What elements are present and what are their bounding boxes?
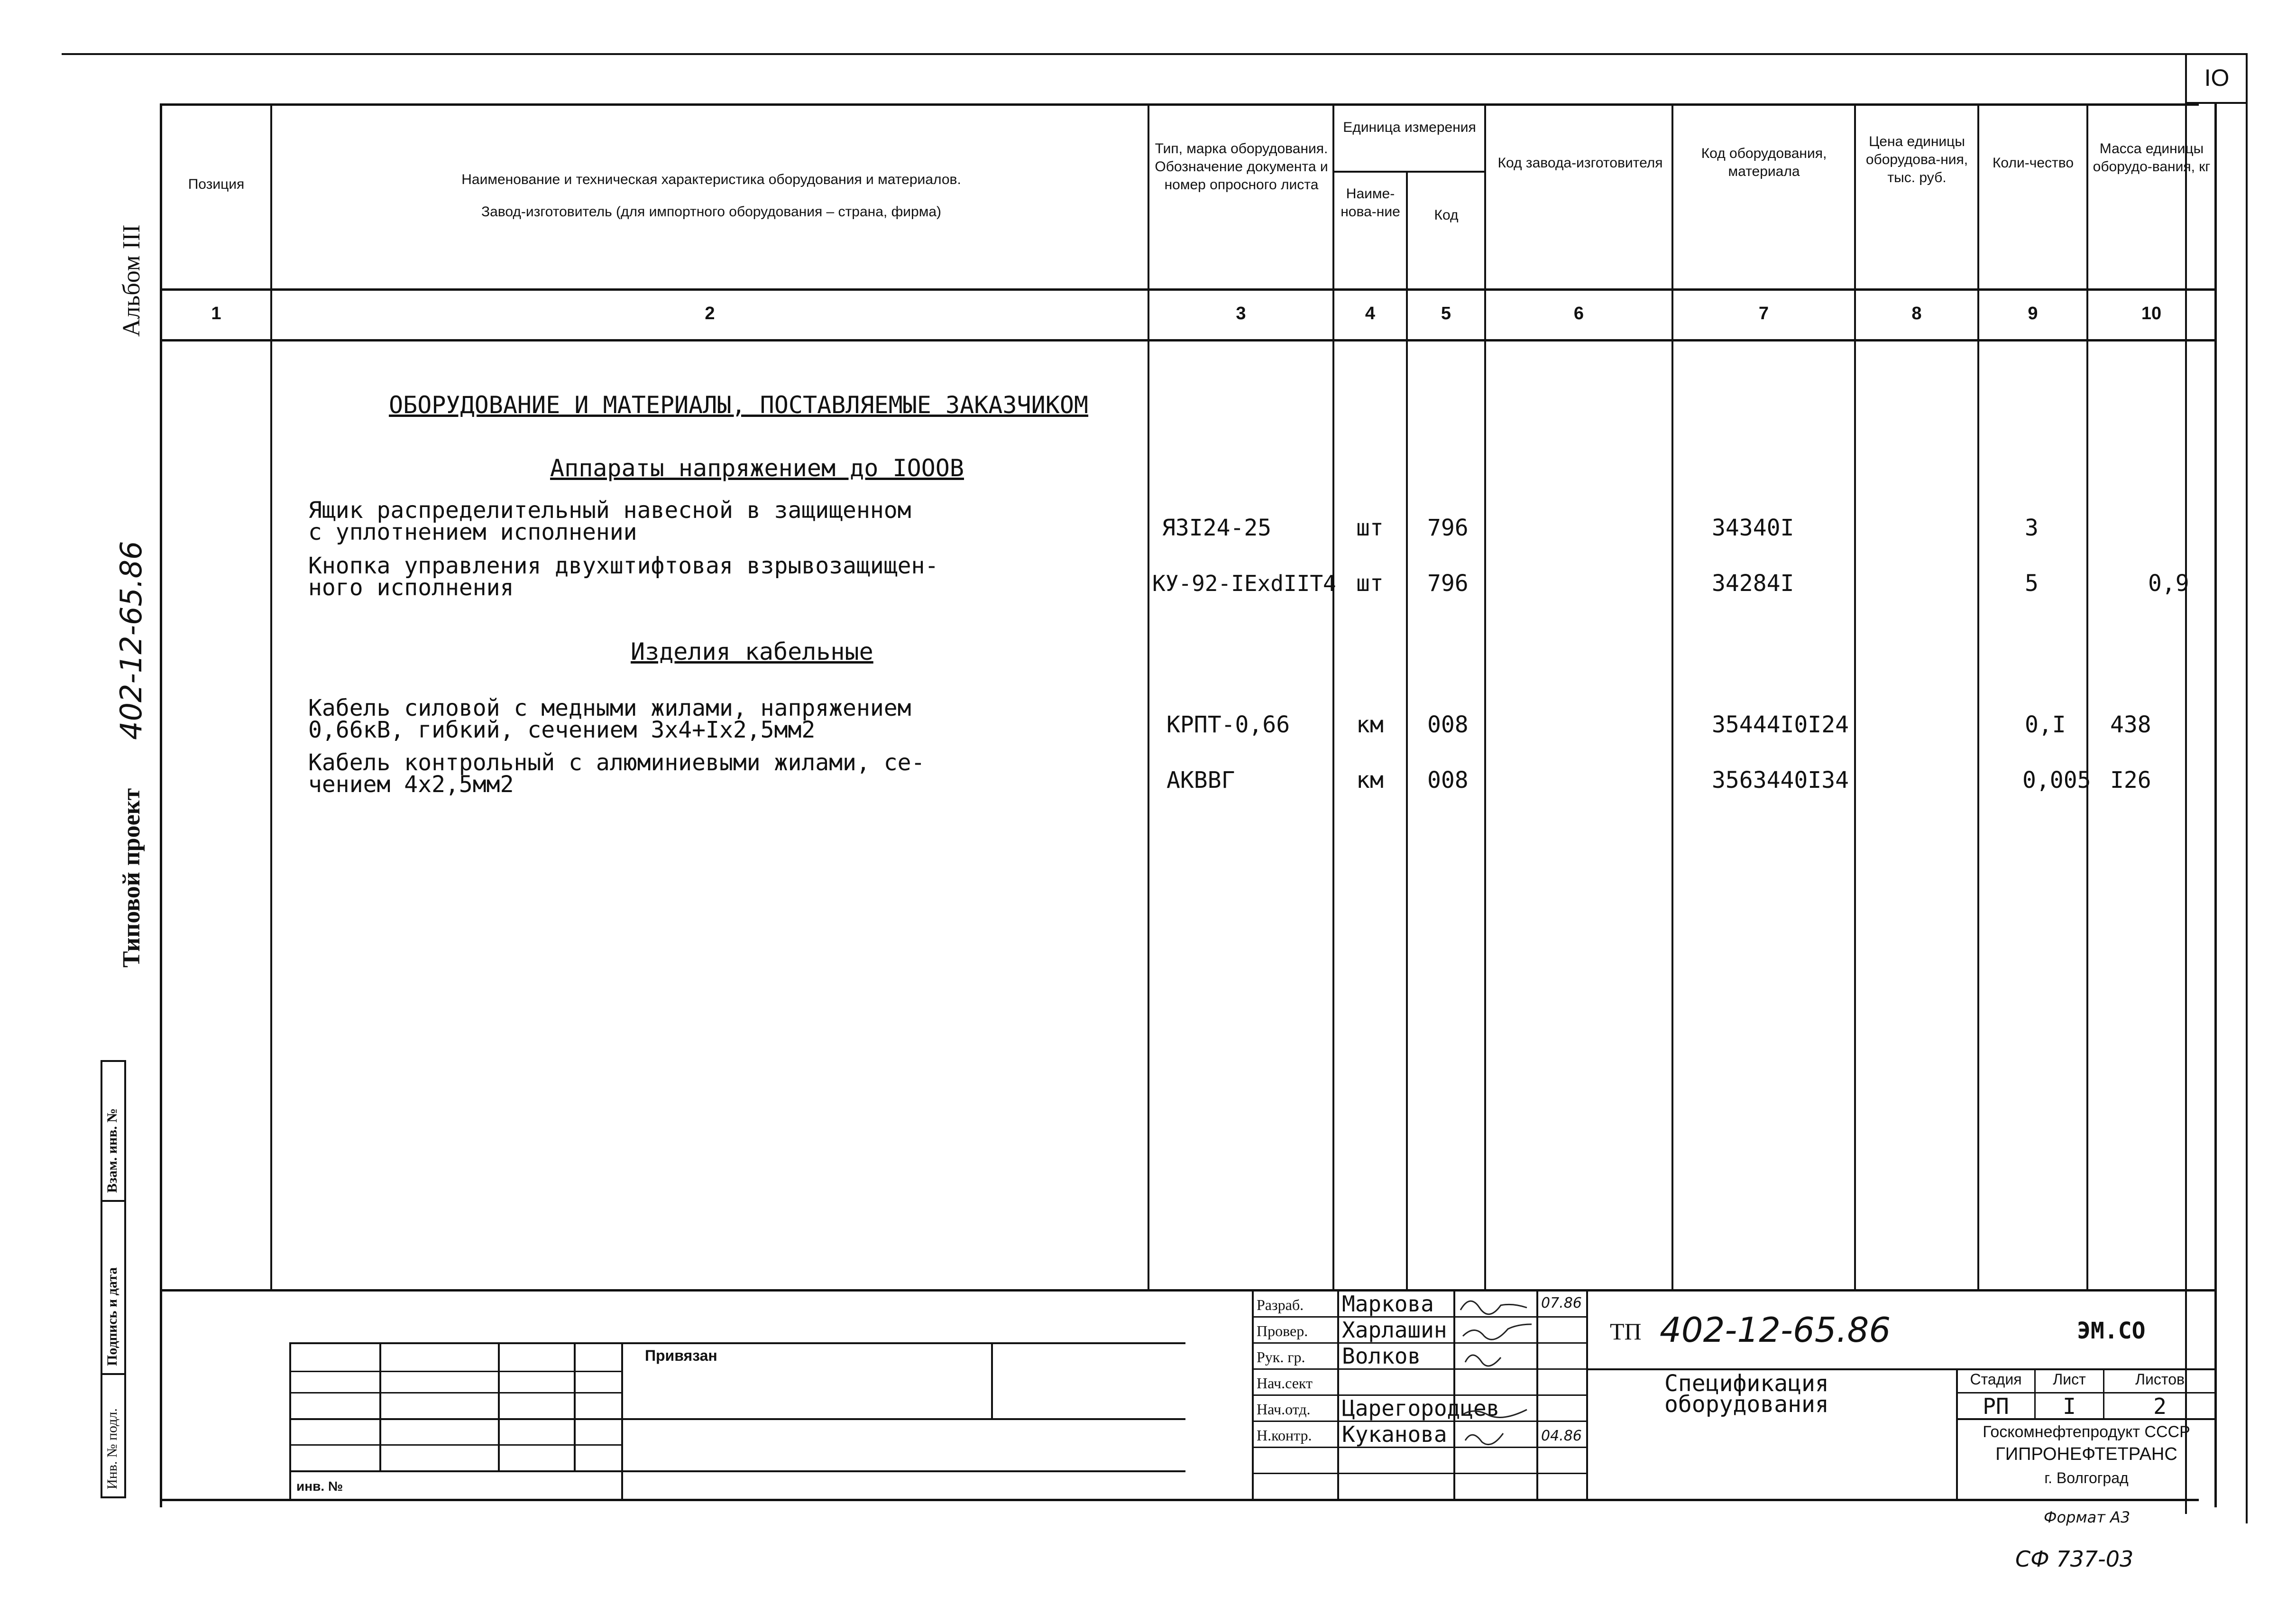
row-1-unit-code: 796 [1427, 515, 1469, 541]
project-number-side: 402-12-65.86 [114, 541, 148, 740]
row-2-code: 34284I [1712, 570, 1794, 597]
role-sector-head: Нач.сект [1257, 1375, 1313, 1392]
bind-h1 [289, 1371, 621, 1372]
colnum-2: 2 [705, 304, 715, 323]
sheets-value: 2 [2153, 1393, 2167, 1419]
row-1-code: 34340I [1712, 515, 1794, 541]
row-3-unit-code: 008 [1427, 711, 1469, 738]
bind-v3 [574, 1342, 576, 1470]
inv-label: инв. № [296, 1479, 343, 1494]
org-line-3: г. Волгоград [2044, 1469, 2129, 1486]
stage-label: Стадия [1970, 1371, 2022, 1388]
row-3-mass: 438 [2110, 711, 2151, 738]
side-stamp-bottom [101, 1496, 126, 1498]
col-line-7 [1854, 103, 1856, 1289]
header-equipment-code: Код оборудования, материала [1701, 146, 1827, 179]
sheet-label: Лист [2053, 1371, 2086, 1388]
album-label: Альбом III [118, 224, 145, 337]
side-stamp-top [101, 1060, 126, 1062]
header-bottom-line [160, 288, 2215, 291]
header-factory-code: Код завода-изготовителя [1497, 155, 1663, 171]
row-2-name: Кнопка управления двухштифтовая взрывозащищен- ного исполнения [308, 553, 939, 601]
bind-v4 [621, 1342, 623, 1501]
table-bottom-line [160, 1499, 2199, 1501]
colnum-9: 9 [2028, 304, 2038, 323]
role-norm-control: Н.контр. [1257, 1427, 1312, 1444]
col-line-2 [1148, 103, 1149, 1289]
sheets-label: Листов [2135, 1371, 2185, 1388]
row-4-code: 3563440I34 [1712, 767, 1849, 794]
header-mass: Масса единицы оборудо-вания, кг [2093, 141, 2211, 175]
side-stamp-left [101, 1060, 102, 1496]
row-4-qty: 0,005 [2022, 767, 2091, 794]
colnum-3: 3 [1236, 304, 1246, 323]
col-line-6 [1671, 103, 1673, 1289]
row-2-type: КУ-92-IExdIIT4 [1152, 571, 1336, 596]
header-name-line2: Завод-изготовитель (для импортного оборудования – страна, фирма) [481, 204, 942, 220]
header-type: Тип, марка оборудования. Обозначение документа и номер опросного листа [1155, 141, 1328, 193]
bind-top-line [289, 1342, 1185, 1344]
colnum-8: 8 [1911, 304, 1922, 323]
format-label: Формат А3 [2044, 1508, 2131, 1526]
colnum-4: 4 [1365, 304, 1376, 323]
row-1-unit: шт [1356, 515, 1384, 541]
sheet-value: I [2063, 1393, 2076, 1419]
table-right-line [2214, 103, 2217, 1507]
colnum-6: 6 [1573, 304, 1584, 323]
header-unit-code: Код [1434, 207, 1459, 223]
row-3-name: Кабель силовой с медными жилами, напряжением 0,66кВ, гибкий, сечением 3х4+Iх2,5мм2 [308, 695, 911, 743]
project-label: Типовой проект [118, 788, 145, 968]
archive-number: СФ 737-03 [2015, 1546, 2134, 1572]
side-stamp-right [124, 1060, 126, 1496]
colnum-bottom-line [160, 339, 2215, 341]
stamp-replace-inv: Взам. инв. № [104, 1108, 120, 1193]
right-border-line [2185, 53, 2187, 1514]
right-outer-line [2246, 53, 2248, 1523]
role-group-head: Рук. гр. [1257, 1348, 1305, 1366]
top-border-line [62, 53, 2248, 55]
bind-v2 [498, 1342, 500, 1470]
section-apparatus-title: Аппараты напряжением до IOOOB [550, 454, 964, 482]
side-stamp-div2 [101, 1373, 126, 1375]
side-stamp-div1 [101, 1200, 126, 1202]
role-dept-head: Нач.отд. [1257, 1401, 1311, 1418]
role-checker: Провер. [1257, 1322, 1308, 1339]
bind-left-line [289, 1342, 291, 1501]
row-1-type: ЯЗI24-25 [1162, 515, 1272, 541]
colnum-10: 10 [2141, 304, 2162, 323]
header-price: Цена единицы оборудова-ния, тыс. руб. [1865, 134, 1968, 185]
col-line-5 [1484, 103, 1486, 1289]
row-4-unit: км [1356, 767, 1384, 794]
org-line-1: Госкомнефтепродукт СССР [1983, 1423, 2190, 1441]
row-4-mass: I26 [2110, 767, 2151, 794]
row-2-mass: 0,9 [2148, 570, 2189, 597]
bind-h3 [289, 1418, 1185, 1420]
header-position: Позиция [188, 176, 245, 192]
col-line-1 [270, 103, 272, 1289]
bind-h4 [289, 1444, 621, 1446]
stamp-signature-date: Подпись и дата [104, 1267, 120, 1366]
doc-title: Спецификация оборудования [1664, 1370, 1829, 1418]
section-main-title: ОБОРУДОВАНИЕ И МАТЕРИАЛЫ, ПОСТАВЛЯЕМЫЕ ЗАКАЗЧИКОМ [389, 391, 1089, 419]
col-line-3 [1332, 103, 1334, 1289]
bound-label: Привязан [645, 1347, 717, 1364]
col-line-9 [2086, 103, 2088, 1289]
col-line-8 [1977, 103, 1979, 1289]
stamp-inv-orig: Инв. № подл. [104, 1408, 120, 1489]
sig-v4 [1586, 1289, 1588, 1500]
row-1-qty: 3 [2025, 515, 2039, 541]
doc-number: 402-12-65.86 [1660, 1310, 1891, 1350]
bind-v1 [379, 1342, 381, 1470]
row-4-unit-code: 008 [1427, 767, 1469, 794]
name-dept-head: Царегородцев [1342, 1395, 1500, 1421]
colnum-1: 1 [211, 304, 221, 323]
role-developer: Разраб. [1257, 1296, 1304, 1313]
row-3-code: 35444I0I24 [1712, 711, 1849, 738]
titleblock-top-line [160, 1289, 2215, 1292]
sheet-box-left [2185, 53, 2187, 103]
row-2-unit-code: 796 [1427, 570, 1469, 597]
row-4-type: АКВВГ [1166, 767, 1235, 794]
row-2-qty: 5 [2025, 570, 2039, 597]
header-quantity: Коли-чество [1992, 155, 2074, 171]
org-line-2: ГИПРОНЕФТЕТРАНС [1995, 1444, 2177, 1464]
sheet-number: IO [2204, 65, 2230, 91]
table-top-line [160, 103, 2199, 106]
header-unit-group: Единица измерения [1343, 120, 1476, 135]
doc-code: ЭМ.СО [2077, 1318, 2146, 1344]
bind-h2 [289, 1392, 621, 1393]
sig-h7 [1252, 1473, 1586, 1474]
section-cable-title: Изделия кабельные [631, 638, 873, 665]
name-group-head: Волков [1342, 1343, 1421, 1369]
colnum-7: 7 [1758, 304, 1769, 323]
row-2-unit: шт [1356, 570, 1384, 597]
name-checker: Харлашин [1342, 1317, 1447, 1343]
stage-value: РП [1983, 1393, 2009, 1419]
row-3-qty: 0,I [2025, 711, 2066, 738]
header-name-line1: Наименование и техническая характеристика оборудования и материалов. [461, 172, 961, 187]
unit-group-divider [1332, 171, 1484, 173]
bind-v5 [991, 1342, 993, 1418]
header-unit-name: Наиме-нова-ние [1341, 186, 1400, 220]
doc-prefix: ТП [1610, 1318, 1642, 1345]
row-3-unit: км [1356, 711, 1384, 738]
signatures-graphic [1456, 1291, 1536, 1471]
date-developer: 07.86 [1541, 1295, 1582, 1311]
row-4-name: Кабель контрольный с алюминиевыми жилами, се- чением 4х2,5мм2 [308, 749, 925, 798]
row-1-name: Ящик распределительный навесной в защищенном с уплотнением исполнении [308, 497, 911, 545]
bind-h5 [289, 1470, 1185, 1472]
colnum-5: 5 [1441, 304, 1451, 323]
date-norm-control: 04.86 [1541, 1428, 1582, 1444]
col-line-4 [1406, 171, 1408, 1290]
name-developer: Маркова [1342, 1291, 1434, 1317]
row-3-type: КРПТ-0,66 [1166, 711, 1290, 738]
name-norm-control: Куканова [1342, 1421, 1447, 1447]
